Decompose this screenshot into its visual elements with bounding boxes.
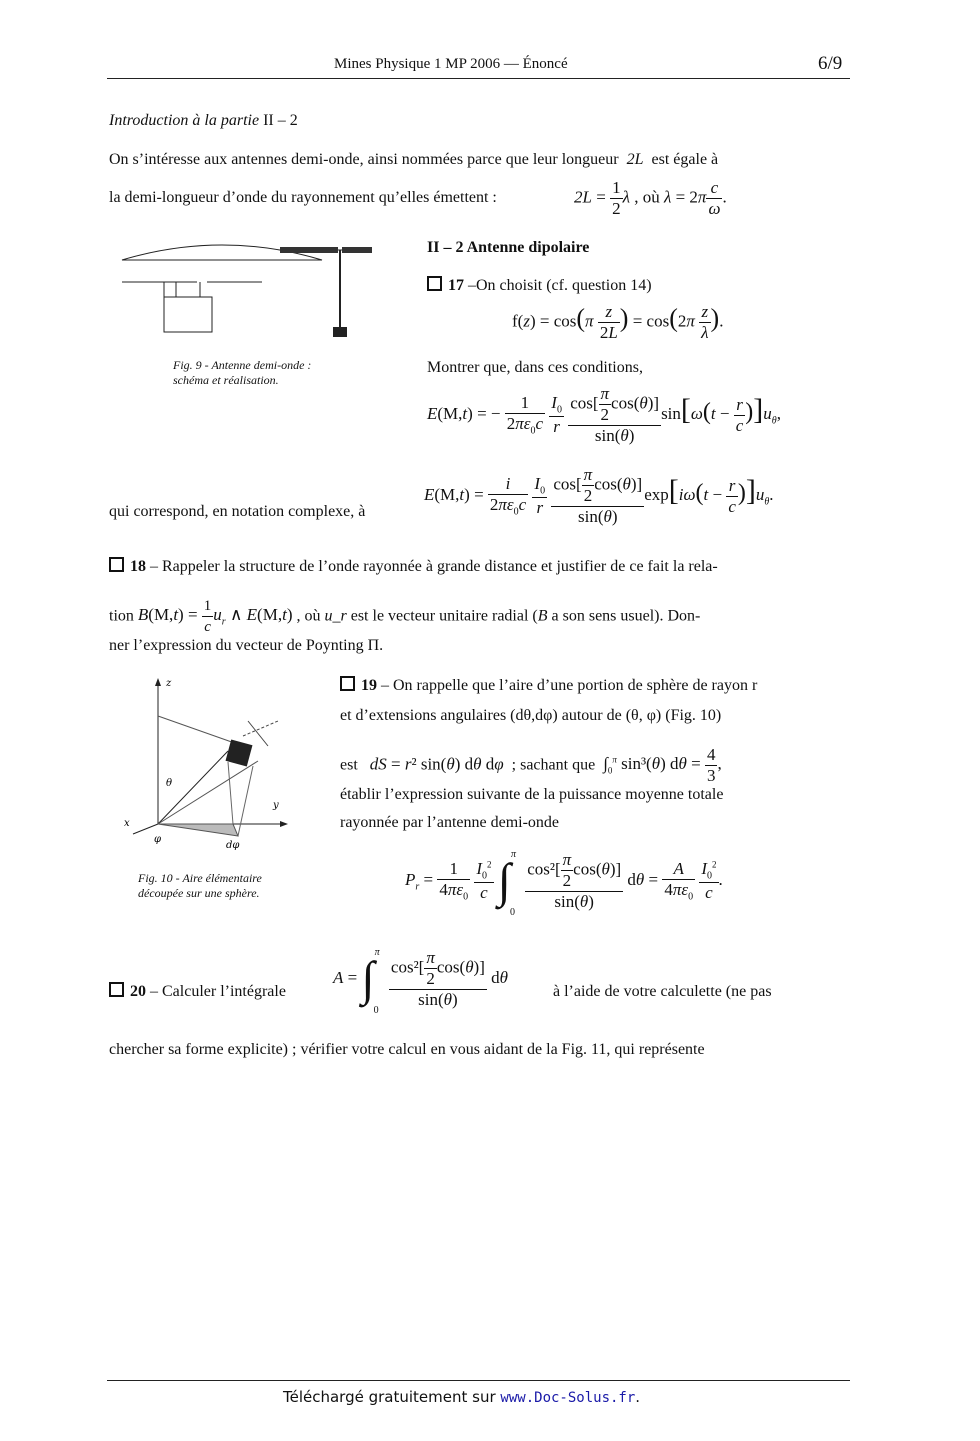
q19-line-3: est dS = r² sin(θ) dθ dφ ; sachant que $\int_0^\pi$ sin³(θ) dθ = $\frac{4}{3}$ ,: [340, 745, 722, 785]
fig10-sphere-diagram: [118, 676, 298, 856]
q17-text-3: qui correspond, en notation complexe, à: [109, 503, 366, 520]
q17-equation-complex: E(M,t) = $\frac{i}{2\pi\varepsilon_0c}$ $\frac{I_0}{r}$ cos[ $\frac{\pi}{2}$ cos(θ)] sin(θ) exp[iω(t − $\frac{r}{c}$ )]$u_\theta$.: [424, 465, 774, 526]
q19-line-5: rayonnée par l’antenne demi-onde: [340, 814, 560, 831]
q19-equation-power: $P_r$ = $\frac{1}{4\pi\varepsilon_0}$ $\frac{I_0^2}{c}$ ∫$^\pi_0$ cos²[ $\frac{\pi}{2}$ cos(θ)] sin(θ) dθ = $\frac{A}{4\pi\varepsilon_0}$ $\frac{I_0^2}{c}$ .: [405, 848, 723, 918]
intro-line-2: la demi-longueur d’onde du rayonnement qu’elles émettent :: [109, 189, 497, 206]
q17-text-2: Montrer que, dans ces conditions,: [427, 359, 643, 376]
q20-equation-integral: A = ∫$^\pi_0$ cos²[ $\frac{\pi}{2}$ cos(θ)] sin(θ) dθ: [333, 946, 508, 1016]
equation-wavelength: 2L = $\frac{1}{2}$ λ , où λ = 2π $\frac{c}{\omega}$ .: [574, 178, 727, 218]
q20-line-2: chercher sa forme explicite) ; vérifier votre calcul en vous aidant de la Fig. 11, qui représente: [109, 1041, 705, 1058]
q19-checkbox-icon: [340, 676, 355, 691]
q17-text: 17 –On choisit (cf. question 14): [427, 276, 652, 296]
q19-line-2: et d’extensions angulaires (dθ,dφ) autour de (θ, φ) (Fig. 10): [340, 707, 722, 724]
fig9-caption: Fig. 9 - Antenne demi-onde : schéma et réalisation.: [173, 358, 312, 387]
section-title: II – 2 Antenne dipolaire: [427, 239, 590, 256]
fig10-label-y: y: [273, 800, 279, 811]
footer: Téléchargé gratuitement sur www.Doc-Solus.fr.: [283, 1388, 641, 1406]
fig10-caption: Fig. 10 - Aire élémentaire découpée sur une sphère.: [138, 871, 262, 900]
fig10-label-theta: θ: [166, 778, 173, 789]
q20-text-b: à l’aide de votre calculette (ne pas: [553, 983, 772, 1000]
q20-checkbox-icon: [109, 982, 124, 997]
q18-line-3: ner l’expression du vecteur de Poynting Π.: [109, 637, 384, 654]
q19-line-4: établir l’expression suivante de la puissance moyenne totale: [340, 786, 724, 803]
page-number: 6/9: [818, 53, 843, 74]
fig10-label-x: x: [124, 818, 130, 829]
fig9-antenna-diagram: [112, 235, 372, 345]
fig10-label-dphi: dφ: [226, 840, 240, 851]
q17-equation-f: f(z) = cos(π $\frac{z}{2L}$ ) = cos(2π $\frac{z}{\lambda}$ ).: [512, 302, 724, 342]
fig10-label-z: z: [166, 678, 172, 689]
running-header: Mines Physique 1 MP 2006 — Énoncé: [334, 56, 568, 72]
q19-line-1: 19 – On rappelle que l’aire d’une portion de sphère de rayon r: [340, 676, 757, 696]
footer-rule: [107, 1380, 850, 1381]
q17-equation-real: E(M,t) = − $\frac{1}{2\pi\varepsilon_0c}$ $\frac{I_0}{r}$ cos[ $\frac{\pi}{2}$ cos(θ)] sin(θ) sin[ω(t − $\frac{r}{c}$ )]$u_\theta$,: [427, 384, 781, 445]
q18-checkbox-icon: [109, 557, 124, 572]
intro-heading: Introduction à la partie II – 2: [109, 112, 298, 129]
q18-line-1: 18 – Rappeler la structure de l’onde rayonnée à grande distance et justifier de ce fait la rela-: [109, 557, 718, 577]
intro-line-1: On s’intéresse aux antennes demi-onde, ainsi nommées parce que leur longueur 2L est égale à: [109, 151, 719, 168]
q18-line-2: tion B(M,t) = $\frac{1}{c}$ $u_r$ ∧ E(M,t) , où u_r est le vecteur unitaire radial (B a son sens usuel). Don-: [109, 598, 701, 635]
q17-checkbox-icon: [427, 276, 442, 291]
fig10-label-phi: φ: [154, 834, 162, 845]
header-rule: [107, 78, 850, 79]
footer-link[interactable]: www.Doc-Solus.fr: [500, 1390, 636, 1406]
q20-text: 20 – Calculer l’intégrale: [109, 982, 286, 1002]
